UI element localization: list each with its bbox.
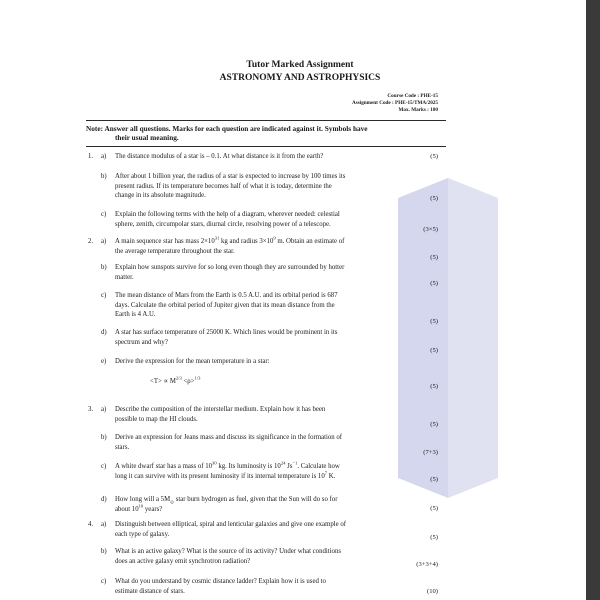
marks-badge: (10) — [427, 588, 438, 595]
question-part-label: c) — [101, 211, 107, 218]
text-run: Distinguish between elliptical, spiral and lenticular galaxies and give one example of — [115, 521, 347, 528]
question-text-line — [115, 211, 340, 218]
question-text-line — [115, 329, 337, 336]
marks-badge: (5) — [430, 254, 438, 261]
question-number: 2. — [88, 238, 94, 245]
text-run: Js — [285, 463, 293, 470]
marks-badge: (5) — [430, 421, 438, 428]
marks-badge: (5) — [430, 153, 438, 160]
question-part-label: a) — [101, 521, 107, 528]
question-text-line — [115, 578, 326, 585]
note-line-2: their usual meaning. — [115, 133, 179, 142]
university-logo-watermark — [388, 178, 508, 498]
question-text-line — [115, 339, 168, 346]
text-run: What is an active galaxy? What is the source of its activity? Under what conditions — [115, 548, 341, 555]
text-run: change in its absolute magnitude. — [115, 192, 206, 200]
text-run: The mean distance of Mars from the Earth is 0.5 A.U. and its orbital period is 687 — [115, 292, 338, 299]
text-run: Derive an expression for Jeans mass and discuss its significance in the formation of — [115, 434, 343, 441]
text-run: A white dwarf star has a mass of 10 — [115, 463, 213, 470]
question-text-line — [115, 153, 323, 160]
question-text-line — [115, 235, 345, 245]
question-part-label: e) — [101, 358, 107, 365]
text-run: m. Obtain an estimate of — [275, 238, 345, 245]
text-run: . Calculate how — [297, 463, 340, 470]
question-text-line — [115, 183, 332, 190]
question-part-label: b) — [101, 548, 107, 555]
text-run: about 10 — [115, 505, 139, 513]
question-text-line — [115, 248, 235, 255]
question-text-line — [115, 548, 341, 555]
divider-bottom — [86, 146, 446, 147]
text-run: A star has surface temperature of 25000 K. Which lines would be prominent in its — [115, 329, 338, 336]
question-text-line — [115, 416, 198, 423]
text-run: K. — [327, 472, 336, 480]
text-run: sphere, zenith, circumpolar stars, diurnal circle, resolving power of a telescope. — [115, 220, 331, 228]
superscript: −1 — [292, 460, 298, 466]
question-text-line — [115, 558, 250, 565]
formula-exponent: 1/3 — [194, 375, 201, 381]
text-run: How long will a 5M — [115, 496, 171, 503]
right-page-edge — [586, 0, 600, 600]
text-run: Describe the composition of the interstellar medium. Explain how it has been — [115, 406, 326, 413]
question-text-line — [115, 434, 342, 441]
marks-badge: (3×5) — [423, 226, 438, 233]
question-part-label: b) — [101, 173, 107, 180]
question-text-line — [115, 444, 129, 451]
text-run: Explain the following terms with the help of a diagram, wherever needed: celestial — [115, 211, 340, 218]
max-marks: Max. Marks : 100 — [398, 107, 438, 113]
text-run: estimate distance of stars. — [115, 587, 185, 595]
text-run: long it can survive with its present luminosity if its internal temperature is 10 — [115, 472, 325, 480]
assignment-code: Assignment Code : PHE-15/TMA/2025 — [351, 100, 438, 106]
question-text-line — [115, 531, 169, 538]
superscript: 10 — [138, 503, 144, 509]
question-text-line — [115, 192, 206, 199]
page-title: Tutor Marked Assignment — [246, 60, 354, 70]
marks-badge: (5) — [430, 280, 438, 287]
text-run: years? — [143, 505, 163, 513]
text-run: each type of galaxy. — [115, 530, 170, 538]
question-text-line — [115, 503, 163, 513]
question-text-line — [115, 470, 336, 480]
question-text-line — [115, 221, 331, 228]
question-part-label: c) — [101, 292, 107, 299]
marks-badge: (5) — [430, 383, 438, 390]
text-run: matter. — [115, 273, 134, 281]
course-title: ASTRONOMY AND ASTROPHYSICS — [219, 73, 381, 83]
question-text-line — [115, 521, 346, 528]
question-number: 3. — [88, 406, 94, 413]
text-run: stars. — [115, 443, 130, 451]
question-text-line — [115, 274, 134, 281]
question-part-label: a) — [101, 238, 107, 245]
marks-badge: (5) — [430, 505, 438, 512]
text-run: the average temperature throughout the star. — [115, 247, 235, 255]
question-part-label: b) — [101, 434, 107, 441]
superscript: 31 — [214, 235, 220, 241]
marks-badge: (5) — [430, 476, 438, 483]
text-run: spectrum and why? — [115, 338, 168, 346]
text-run: A main sequence star has mass 2×10 — [115, 238, 215, 245]
formula-mean-temperature — [150, 375, 201, 385]
question-part-label: b) — [101, 264, 107, 271]
superscript: 24 — [280, 460, 286, 466]
question-text-line — [115, 358, 270, 365]
text-run: days. Calculate the orbital period of Jupiter given that its mean distance from the — [115, 301, 335, 309]
subscript: ⊙ — [170, 499, 174, 505]
divider-top — [86, 120, 446, 121]
text-run: does an active galaxy emit synchrotron radiation? — [115, 557, 251, 565]
question-part-label: d) — [101, 496, 107, 503]
text-run: The distance modulus of a star is – 0.1. At what distance is it from the earth? — [115, 153, 324, 160]
formula-lhs: <T> ∝ M — [150, 378, 176, 385]
text-run: What do you understand by cosmic distance ladder? Explain how it is used to — [115, 578, 326, 585]
question-text-line — [115, 264, 344, 271]
formula-density: <ρ> — [181, 378, 195, 385]
question-part-label: c) — [101, 463, 107, 470]
question-number: 1. — [88, 153, 94, 160]
marks-badge: (7+3) — [423, 449, 438, 456]
text-run: kg and radius 3×10 — [219, 238, 274, 245]
superscript: 9 — [273, 235, 276, 241]
course-code: Course Code : PHE-15 — [387, 93, 438, 99]
question-part-label: a) — [101, 406, 107, 413]
question-part-label: c) — [101, 578, 107, 585]
question-part-label: d) — [101, 329, 107, 336]
question-number: 4. — [88, 521, 94, 528]
marks-badge: (5) — [430, 347, 438, 354]
question-text-line — [115, 496, 337, 503]
text-run: Explain how sunspots survive for so long even though they are surrounded by hotter — [115, 264, 345, 271]
text-run: Derive the expression for the mean temperature in a star: — [115, 358, 270, 365]
superscript: 7 — [324, 470, 328, 476]
text-run: star burn hydrogen as fuel, given that the Sun will do so for — [174, 496, 338, 503]
formula-exponent: 2/3 — [175, 375, 182, 381]
text-run: present radius. If its temperature becomes half of what it is today, determine the — [115, 182, 332, 190]
text-run: After about 1 billion year, the radius of a star is expected to increase by 100 times its — [115, 173, 346, 180]
question-text-line — [115, 302, 335, 309]
question-text-line — [115, 292, 338, 299]
question-part-label: a) — [101, 153, 107, 160]
question-text-line — [115, 173, 345, 180]
text-run: Earth is 4 A.U. — [115, 311, 156, 319]
marks-badge: (5) — [430, 318, 438, 325]
marks-badge: (5) — [430, 534, 438, 541]
marks-badge: (5) — [430, 195, 438, 202]
question-text-line — [115, 406, 325, 413]
question-text-line — [115, 311, 156, 318]
text-run: kg. Its luminosity is 10 — [216, 463, 281, 470]
question-text-line — [115, 460, 340, 470]
text-run: possible to map the HI clouds. — [115, 415, 198, 423]
note-line-1: Note: Answer all questions. Marks for each question are indicated against it. Symbols have — [86, 124, 368, 133]
marks-badge: (3+3+4) — [416, 561, 438, 568]
question-text-line — [115, 588, 185, 595]
superscript: 30 — [212, 460, 217, 466]
